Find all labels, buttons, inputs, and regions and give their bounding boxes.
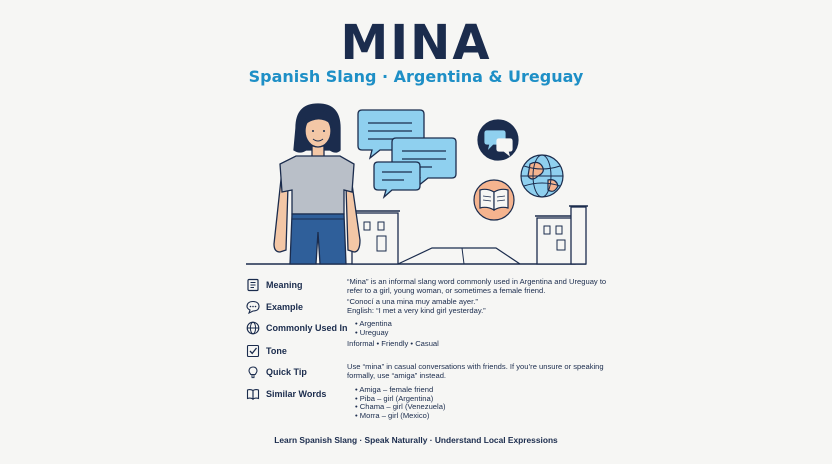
label-meaning-text: Meaning bbox=[266, 280, 303, 290]
label-used-in bbox=[246, 321, 348, 335]
book-illustration-icon bbox=[474, 180, 514, 220]
label-similar-text: Similar Words bbox=[266, 389, 327, 399]
list-item: • Morra – girl (Mexico) bbox=[355, 412, 607, 421]
example-text bbox=[347, 298, 607, 315]
footer-tagline: Learn Spanish Slang · Speak Naturally · Understand Local Expressions bbox=[274, 435, 558, 445]
page-subtitle: Spanish Slang · Argentina & Ureguay bbox=[248, 67, 584, 86]
example-spanish: “Conocí a una mina muy amable ayer.” bbox=[347, 297, 478, 306]
speech-bubble-icon bbox=[246, 300, 260, 314]
road-line bbox=[462, 248, 464, 264]
list-item: • Ureguay bbox=[355, 329, 607, 338]
meaning-text: “Mina” is an informal slang word commonly used in Argentina and Ureguay to refer to a girl, young woman, or sometimes a female friend. bbox=[347, 277, 607, 295]
book-icon bbox=[246, 278, 260, 292]
label-example bbox=[246, 300, 303, 314]
similar-list bbox=[347, 386, 607, 420]
tone-text: Informal • Friendly • Casual bbox=[347, 339, 439, 348]
used-in-list bbox=[347, 320, 607, 337]
list-item: • Amiga – female friend bbox=[355, 386, 607, 395]
tip-text: Use “mina” in casual conversations with friends. If you’re unsure or speaking formally, use “amiga” instead. bbox=[347, 362, 604, 380]
label-tone bbox=[246, 344, 287, 358]
list-item: • Chama – girl (Venezuela) bbox=[355, 403, 607, 412]
road bbox=[398, 248, 520, 264]
list-item: • Argentina bbox=[355, 320, 607, 329]
globe-illustration-icon bbox=[521, 155, 563, 197]
label-used-in-text: Commonly Used In bbox=[266, 323, 348, 333]
example-english: English: “I met a very kind girl yesterday.” bbox=[347, 305, 486, 315]
open-book-icon bbox=[246, 387, 260, 401]
label-example-text: Example bbox=[266, 302, 304, 312]
checkbox-icon bbox=[246, 344, 260, 358]
building-right bbox=[535, 206, 588, 264]
label-tip bbox=[246, 365, 307, 379]
list-item: • Piba – girl (Argentina) bbox=[355, 395, 607, 404]
label-tone-text: Tone bbox=[266, 346, 287, 356]
chat-icon bbox=[478, 120, 518, 160]
label-meaning bbox=[246, 278, 303, 292]
label-similar bbox=[246, 387, 326, 401]
page-title: MINA bbox=[340, 15, 492, 71]
lightbulb-icon bbox=[246, 365, 260, 379]
globe-icon bbox=[246, 321, 260, 335]
speech-bubble-3-icon bbox=[374, 162, 420, 197]
woman-figure bbox=[274, 104, 360, 264]
label-tip-text: Quick Tip bbox=[266, 367, 307, 377]
